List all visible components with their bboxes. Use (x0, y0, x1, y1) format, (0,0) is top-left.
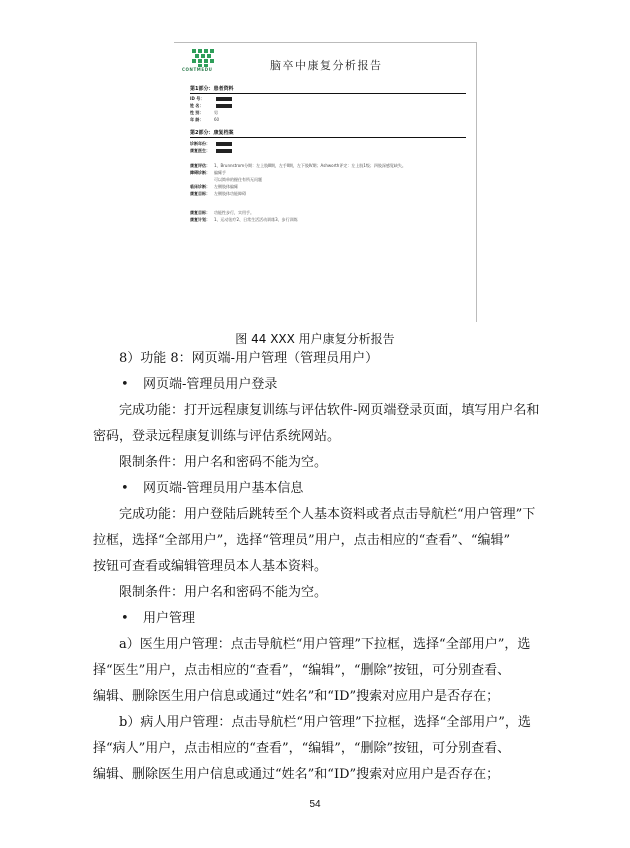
field-goal-1: 康复目标： 左侧肢体功能障碍 (190, 191, 246, 196)
redacted-block (216, 149, 232, 153)
paragraph-patient-mgmt: b）病人用户管理：点击导航栏“用户管理”下拉框，选择“全部用户”，选 (119, 715, 531, 730)
page-number: 54 (309, 799, 321, 810)
bullet-dot: • (121, 481, 129, 496)
field-assessment: 康复评估： 1、Brunnstrom分期：左上肢Ⅲ期，左手Ⅱ期，左下肢Ⅳ期；Ashworth评定：左上肢1级；四肢深感觉缺失。 (190, 163, 406, 168)
report-figure (174, 42, 477, 322)
field-name: 姓 名： (190, 103, 232, 108)
bullet-admin-login: 网页端-管理员用户登录 (143, 377, 278, 392)
paragraph-info-limit: 限制条件：用户名和密码不能为空。 (119, 585, 328, 600)
field-gender: 性 别： 男 (190, 110, 218, 115)
field-id: ID 号： (190, 96, 232, 101)
redacted-block (216, 104, 232, 108)
section2-heading: 第2部分：康复档案 (190, 129, 466, 138)
logo-text: CONTMEDU (182, 67, 213, 72)
field-age: 年 龄： 60 (190, 117, 220, 122)
figure-caption: 图 44 XXX 用户康复分析报告 (235, 332, 395, 346)
paragraph-login-func-cont: 密码，登录远程康复训练与评估系统网站。 (93, 429, 341, 444)
field-clinical: 临床诊断： 左侧肢体偏瘫 (190, 184, 238, 189)
bullet-dot: • (121, 611, 129, 626)
bullet-admin-info: 网页端-管理员用户基本信息 (143, 481, 304, 496)
field-disorder-note: 可以简单的握住有所无问题 (214, 177, 262, 182)
paragraph-info-func: 完成功能：用户登陆后跳转至个人基本资料或者点击导航栏“用户管理”下 (119, 507, 536, 522)
bullet-dot: • (121, 377, 129, 392)
paragraph-doctor-mgmt-cont2: 编辑、删除医生用户信息或通过“姓名”和“ID”搜索对应用户是否存在； (93, 689, 500, 704)
field-diagnosis-year: 诊断年份： (190, 141, 232, 146)
paragraph-info-func-cont: 拉框，选择“全部用户”，选择“管理员”用户，点击相应的“查看”、“编辑” (93, 533, 511, 548)
section1-heading: 第1部分：患者资料 (190, 85, 466, 94)
paragraph-doctor-mgmt-cont: 择“医生”用户，点击相应的“查看”，“编辑”，“删除”按钮，可分别查看、 (93, 663, 511, 678)
paragraph-doctor-mgmt: a）医生用户管理：点击导航栏“用户管理”下拉框，选择“全部用户”，选 (119, 637, 531, 652)
paragraph-login-limit: 限制条件：用户名和密码不能为空。 (119, 455, 328, 470)
paragraph-info-func-cont2: 按钮可查看或编辑管理员本人基本资料。 (93, 559, 328, 574)
redacted-block (216, 97, 232, 101)
redacted-block (216, 142, 232, 146)
field-disorder: 障碍诊断： 偏瘫手 (190, 170, 226, 175)
report-title: 脑卒中康复分析报告 (270, 59, 383, 72)
paragraph-patient-mgmt-cont2: 编辑、删除医生用户信息或通过“姓名”和“ID”搜索对应用户是否存在； (93, 767, 500, 782)
heading-function-8: 8）功能 8：网页端-用户管理（管理员用户） (119, 351, 379, 366)
field-doctor: 康复医生： (190, 148, 232, 153)
field-plan: 康复计划： 1、运动治疗2、日常生活活动训练3、步行训练 (190, 217, 298, 222)
paragraph-patient-mgmt-cont: 择“病人”用户，点击相应的“查看”，“编辑”，“删除”按钮，可分别查看、 (93, 741, 511, 756)
bullet-user-management: 用户管理 (143, 611, 196, 626)
field-goal-2: 康复目标： 功能性步行，实用手。 (190, 210, 254, 215)
paragraph-login-func: 完成功能：打开远程康复训练与评估软件-网页端登录页面，填写用户名和 (119, 403, 540, 418)
